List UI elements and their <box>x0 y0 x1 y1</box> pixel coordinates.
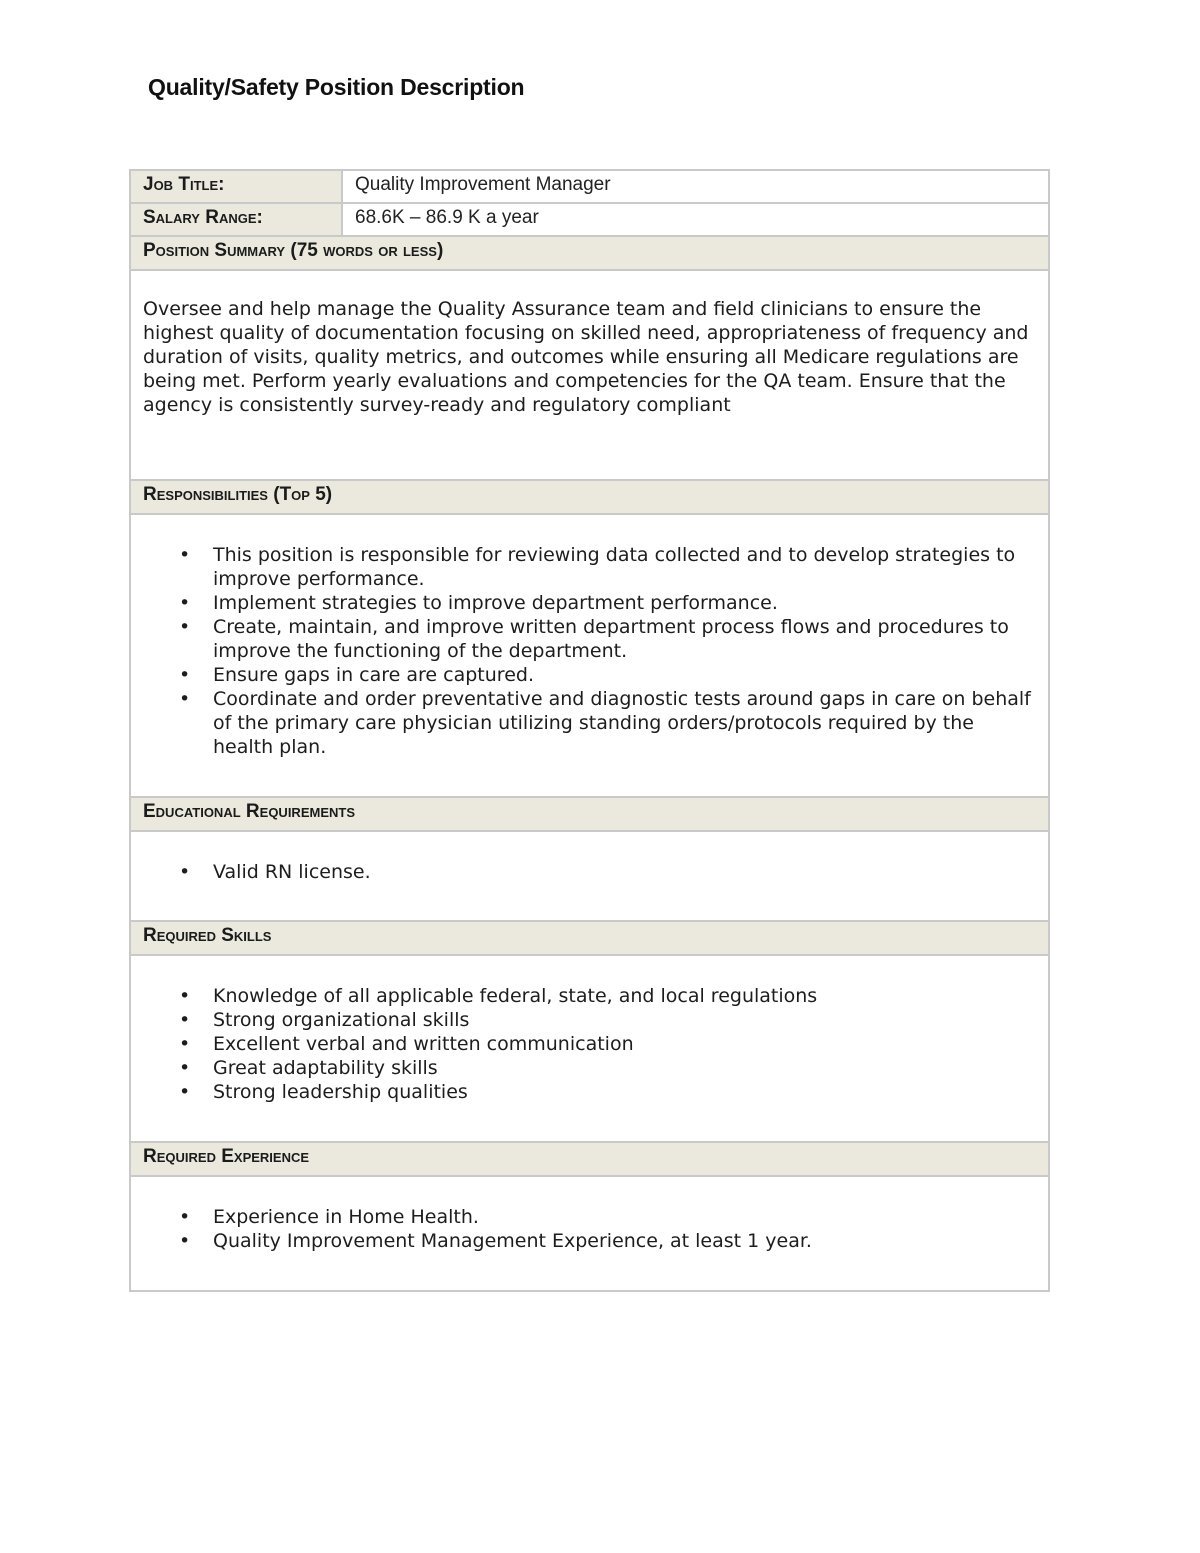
list-item <box>179 1056 1038 1080</box>
experience-heading-row <box>130 1142 1049 1176</box>
bullet-icon: • <box>179 1230 191 1252</box>
list-item-text: This position is responsible for reviewing data collected and to develop strategies to improve performance. <box>213 544 1016 590</box>
skills-list <box>131 956 1048 1104</box>
skills-heading-row <box>130 921 1049 955</box>
list-item <box>179 1032 1038 1056</box>
summary-heading: Position Summary (75 words or less) <box>130 236 1049 270</box>
experience-body <box>130 1176 1049 1291</box>
list-item-text: Valid RN license. <box>213 861 371 883</box>
responsibilities-body <box>130 514 1049 797</box>
experience-body-row <box>130 1176 1049 1291</box>
bullet-icon: • <box>179 664 191 686</box>
summary-body-row <box>130 270 1049 480</box>
list-item-text: Great adaptability skills <box>213 1057 438 1079</box>
skills-body <box>130 955 1049 1142</box>
list-item <box>179 663 1038 687</box>
education-heading-row <box>130 797 1049 831</box>
position-description-table <box>129 169 1050 1292</box>
list-item-text: Strong leadership qualities <box>213 1081 468 1103</box>
job-title-label: Job Title: <box>130 170 342 203</box>
list-item <box>179 860 1038 884</box>
list-item <box>179 543 1038 591</box>
experience-heading: Required Experience <box>130 1142 1049 1176</box>
bullet-icon: • <box>179 688 191 710</box>
bullet-icon: • <box>179 592 191 614</box>
responsibilities-heading-row <box>130 480 1049 514</box>
summary-text: Oversee and help manage the Quality Assurance team and field clinicians to ensure the highest quality of documentation focusing on skilled need, appropriateness of frequency and duration of visits, quality metrics, and outcomes while ensuring all Medicare regulations are being met. Perform yearly evaluations and competencies for the QA team. Ensure that the agency is consistently survey-ready and regulatory compliant <box>143 298 1029 416</box>
responsibilities-list <box>131 515 1048 759</box>
bullet-icon: • <box>179 1009 191 1031</box>
skills-body-row <box>130 955 1049 1142</box>
list-item-text: Create, maintain, and improve written department process flows and procedures to improve the functioning of the department. <box>213 616 1009 662</box>
education-body-row <box>130 831 1049 921</box>
bullet-icon: • <box>179 544 191 566</box>
bullet-icon: • <box>179 616 191 638</box>
summary-body <box>130 270 1049 480</box>
list-item <box>179 615 1038 663</box>
list-item <box>179 1008 1038 1032</box>
list-item-text: Experience in Home Health. <box>213 1206 479 1228</box>
list-item-text: Implement strategies to improve department performance. <box>213 592 778 614</box>
experience-list <box>131 1177 1048 1253</box>
bullet-icon: • <box>179 1057 191 1079</box>
responsibilities-heading: Responsibilities (Top 5) <box>130 480 1049 514</box>
list-item <box>179 687 1038 759</box>
bullet-icon: • <box>179 861 191 883</box>
bullet-icon: • <box>179 1206 191 1228</box>
list-item-text: Knowledge of all applicable federal, state, and local regulations <box>213 985 818 1007</box>
salary-range-label: Salary Range: <box>130 203 342 236</box>
list-item-text: Coordinate and order preventative and diagnostic tests around gaps in care on behalf of the primary care physician utilizing standing orders/protocols required by the health plan. <box>213 688 1031 758</box>
summary-heading-row <box>130 236 1049 270</box>
bullet-icon: • <box>179 1033 191 1055</box>
list-item <box>179 1080 1038 1104</box>
job-title-row <box>130 170 1049 203</box>
list-item <box>179 591 1038 615</box>
list-item-text: Strong organizational skills <box>213 1009 470 1031</box>
list-item-text: Quality Improvement Management Experience, at least 1 year. <box>213 1230 812 1252</box>
document-title: Quality/Safety Position Description <box>148 74 525 100</box>
education-body <box>130 831 1049 921</box>
bullet-icon: • <box>179 1081 191 1103</box>
responsibilities-body-row <box>130 514 1049 797</box>
salary-range-value: 68.6K – 86.9 K a year <box>342 203 1049 236</box>
list-item-text: Ensure gaps in care are captured. <box>213 664 534 686</box>
education-heading: Educational Requirements <box>130 797 1049 831</box>
education-list <box>131 832 1048 884</box>
salary-range-row <box>130 203 1049 236</box>
list-item-text: Excellent verbal and written communication <box>213 1033 634 1055</box>
skills-heading: Required Skills <box>130 921 1049 955</box>
list-item <box>179 984 1038 1008</box>
job-title-value: Quality Improvement Manager <box>342 170 1049 203</box>
list-item <box>179 1205 1038 1229</box>
bullet-icon: • <box>179 985 191 1007</box>
list-item <box>179 1229 1038 1253</box>
